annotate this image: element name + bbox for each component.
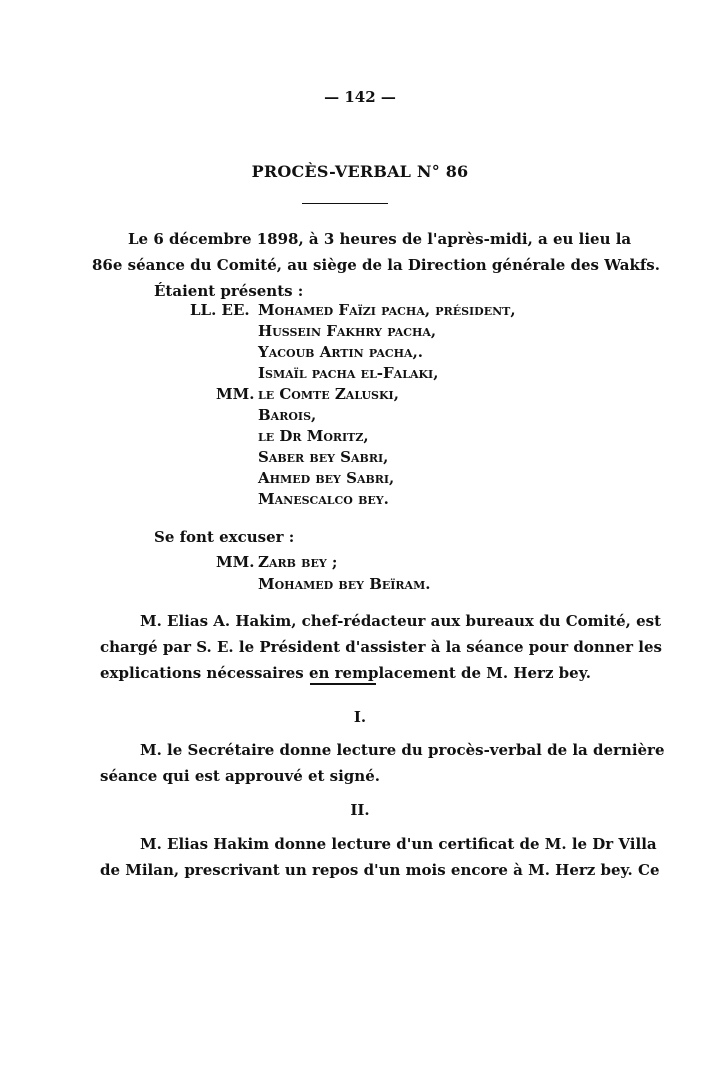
paragraph-line: de Milan, prescrivant un repos d'un mois encore à M. Herz bey. Ce [100, 861, 660, 879]
hakim-paragraph [100, 608, 662, 686]
member-name: Saber bey Sabri, [258, 448, 389, 466]
member-name: Manescalco bey. [258, 490, 389, 508]
member-name: Yacoub Artin pacha,. [258, 343, 424, 361]
excused-member: Zarb bey ; [258, 553, 338, 571]
member-name: Mohamed Faïzi pacha, président, [258, 301, 516, 319]
paragraph-line: M. le Secrétaire donne lecture du procès-verbal de la dernière [140, 741, 665, 759]
member-name: Ahmed bey Sabri, [258, 469, 395, 487]
member-name: le Dr Moritz, [258, 427, 369, 445]
presents-label: Étaient présents : [154, 282, 304, 300]
paragraph-line: explications nécessaires en remplacement de M. Herz bey. [100, 664, 591, 682]
secretary-paragraph [100, 737, 665, 789]
page-title: PROCÈS-VERBAL N° 86 [251, 162, 469, 181]
excused-label: Se font excuser : [154, 528, 295, 546]
member-name: Ismaïl pacha el-Falaki, [258, 364, 439, 382]
paragraph-line: chargé par S. E. le Président d'assister à la séance pour donner les [100, 638, 662, 656]
excellencies-prefix: LL. EE. [190, 301, 250, 319]
opening-paragraph [92, 226, 660, 278]
title-divider [302, 203, 388, 204]
paragraph-line: M. Elias A. Hakim, chef-rédacteur aux bureaux du Comité, est [140, 612, 662, 630]
paragraph-line: Le 6 décembre 1898, à 3 heures de l'après-midi, a eu lieu la [128, 230, 632, 248]
page-number: — 142 — [324, 88, 396, 106]
paragraph-line: M. Elias Hakim donne lecture d'un certificat de M. le Dr Villa [140, 835, 657, 853]
member-name: le Comte Zaluski, [258, 385, 399, 403]
excused-member: Mohamed bey Beïram. [258, 575, 431, 593]
section-divider [310, 683, 376, 685]
section-numeral: I. [353, 708, 367, 726]
certificate-paragraph [100, 831, 660, 883]
excused-prefix: MM. [216, 553, 255, 571]
paragraph-line: séance qui est approuvé et signé. [100, 767, 380, 785]
section-numeral: II. [350, 801, 370, 819]
member-name: Hussein Fakhry pacha, [258, 322, 437, 340]
paragraph-line: 86e séance du Comité, au siège de la Direction générale des Wakfs. [92, 256, 660, 274]
messieurs-prefix: MM. [216, 385, 255, 403]
member-name: Barois, [258, 406, 317, 424]
